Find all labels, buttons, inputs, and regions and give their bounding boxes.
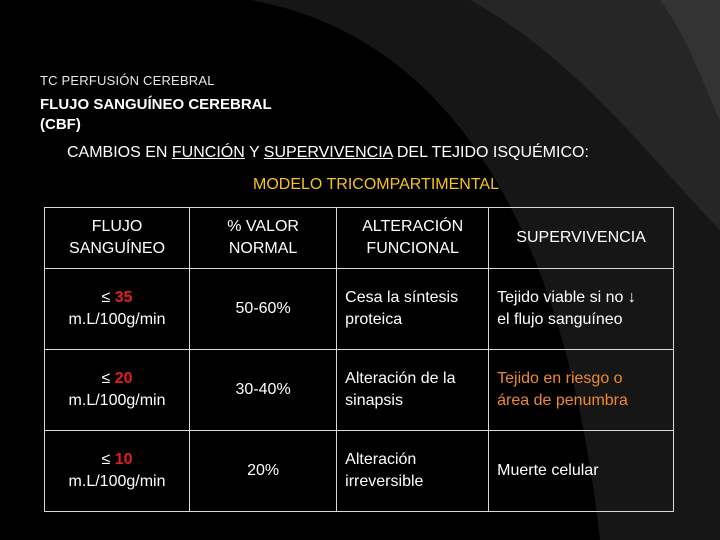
header-flujo-line-1: FLUJO xyxy=(91,218,143,235)
section-label: TC PERFUSIÓN CEREBRAL xyxy=(40,73,215,88)
survival-line-1: Tejido en riesgo o xyxy=(497,370,623,387)
alteration-cell xyxy=(337,431,489,512)
flow-threshold xyxy=(53,368,181,390)
alteration-cell xyxy=(337,269,489,350)
header-alteracion-line-1: ALTERACIÓN xyxy=(362,218,464,235)
header-valor xyxy=(190,208,337,269)
header-supervivencia-text: SUPERVIVENCIA xyxy=(516,229,646,246)
percent-cell: 30-40% xyxy=(190,350,337,431)
model-title: MODELO TRICOMPARTIMENTAL xyxy=(253,176,499,193)
flow-cell xyxy=(45,269,190,350)
less-equal-symbol: ≤ xyxy=(101,451,111,468)
title-line-2: (CBF) xyxy=(40,116,81,133)
header-flujo-line-2: SANGUÍNEO xyxy=(69,240,166,257)
header-valor-line-1: % VALOR xyxy=(227,218,299,235)
header-flujo xyxy=(45,208,190,269)
less-equal-symbol: ≤ xyxy=(101,289,111,306)
header-alteracion-line-2: FUNCIONAL xyxy=(366,240,459,257)
flow-unit: m.L/100g/min xyxy=(68,392,166,409)
flow-value: 20 xyxy=(114,370,133,387)
perfusion-table xyxy=(44,207,674,512)
survival-cell xyxy=(489,350,674,431)
flow-unit: m.L/100g/min xyxy=(68,311,166,328)
flow-value: 10 xyxy=(114,451,133,468)
table-row xyxy=(45,350,674,431)
alteration-line-1: Cesa la síntesis xyxy=(345,289,459,306)
alteration-line-2: sinapsis xyxy=(345,392,403,409)
survival-line-2: el flujo sanguíneo xyxy=(497,311,623,328)
percent-cell: 20% xyxy=(190,431,337,512)
subtitle-underlined-funcion: FUNCIÓN xyxy=(171,144,245,161)
flow-unit: m.L/100g/min xyxy=(68,473,166,490)
table-row xyxy=(45,269,674,350)
table-row xyxy=(45,431,674,512)
flow-cell xyxy=(45,431,190,512)
header-supervivencia xyxy=(489,208,674,269)
alteration-cell xyxy=(337,350,489,431)
percent-cell: 50-60% xyxy=(190,269,337,350)
subtitle xyxy=(67,144,589,162)
survival-line-1: Tejido viable si no ↓ xyxy=(497,289,636,306)
header-valor-line-2: NORMAL xyxy=(228,240,298,257)
survival-cell xyxy=(489,269,674,350)
alteration-line-1: Alteración de la xyxy=(345,370,456,387)
survival-cell xyxy=(489,431,674,512)
subtitle-part-3: DEL TEJIDO ISQUÉMICO: xyxy=(392,144,589,161)
alteration-line-1: Alteración xyxy=(345,451,417,468)
page-title xyxy=(40,95,272,135)
flow-cell xyxy=(45,350,190,431)
subtitle-underlined-supervivencia: SUPERVIVENCIA xyxy=(263,144,393,161)
flow-threshold xyxy=(53,449,181,471)
less-equal-symbol: ≤ xyxy=(101,370,111,387)
alteration-line-2: irreversible xyxy=(345,473,424,490)
survival-line-2: área de penumbra xyxy=(497,392,628,409)
header-alteracion xyxy=(337,208,489,269)
alteration-line-2: proteica xyxy=(345,311,403,328)
title-line-1: FLUJO SANGUÍNEO CEREBRAL xyxy=(40,96,272,113)
table-header-row xyxy=(45,208,674,269)
subtitle-part-2: Y xyxy=(244,144,264,161)
survival-line-1: Muerte celular xyxy=(497,462,599,479)
flow-threshold xyxy=(53,287,181,309)
flow-value: 35 xyxy=(114,289,133,306)
subtitle-part-1: CAMBIOS EN xyxy=(67,144,172,161)
